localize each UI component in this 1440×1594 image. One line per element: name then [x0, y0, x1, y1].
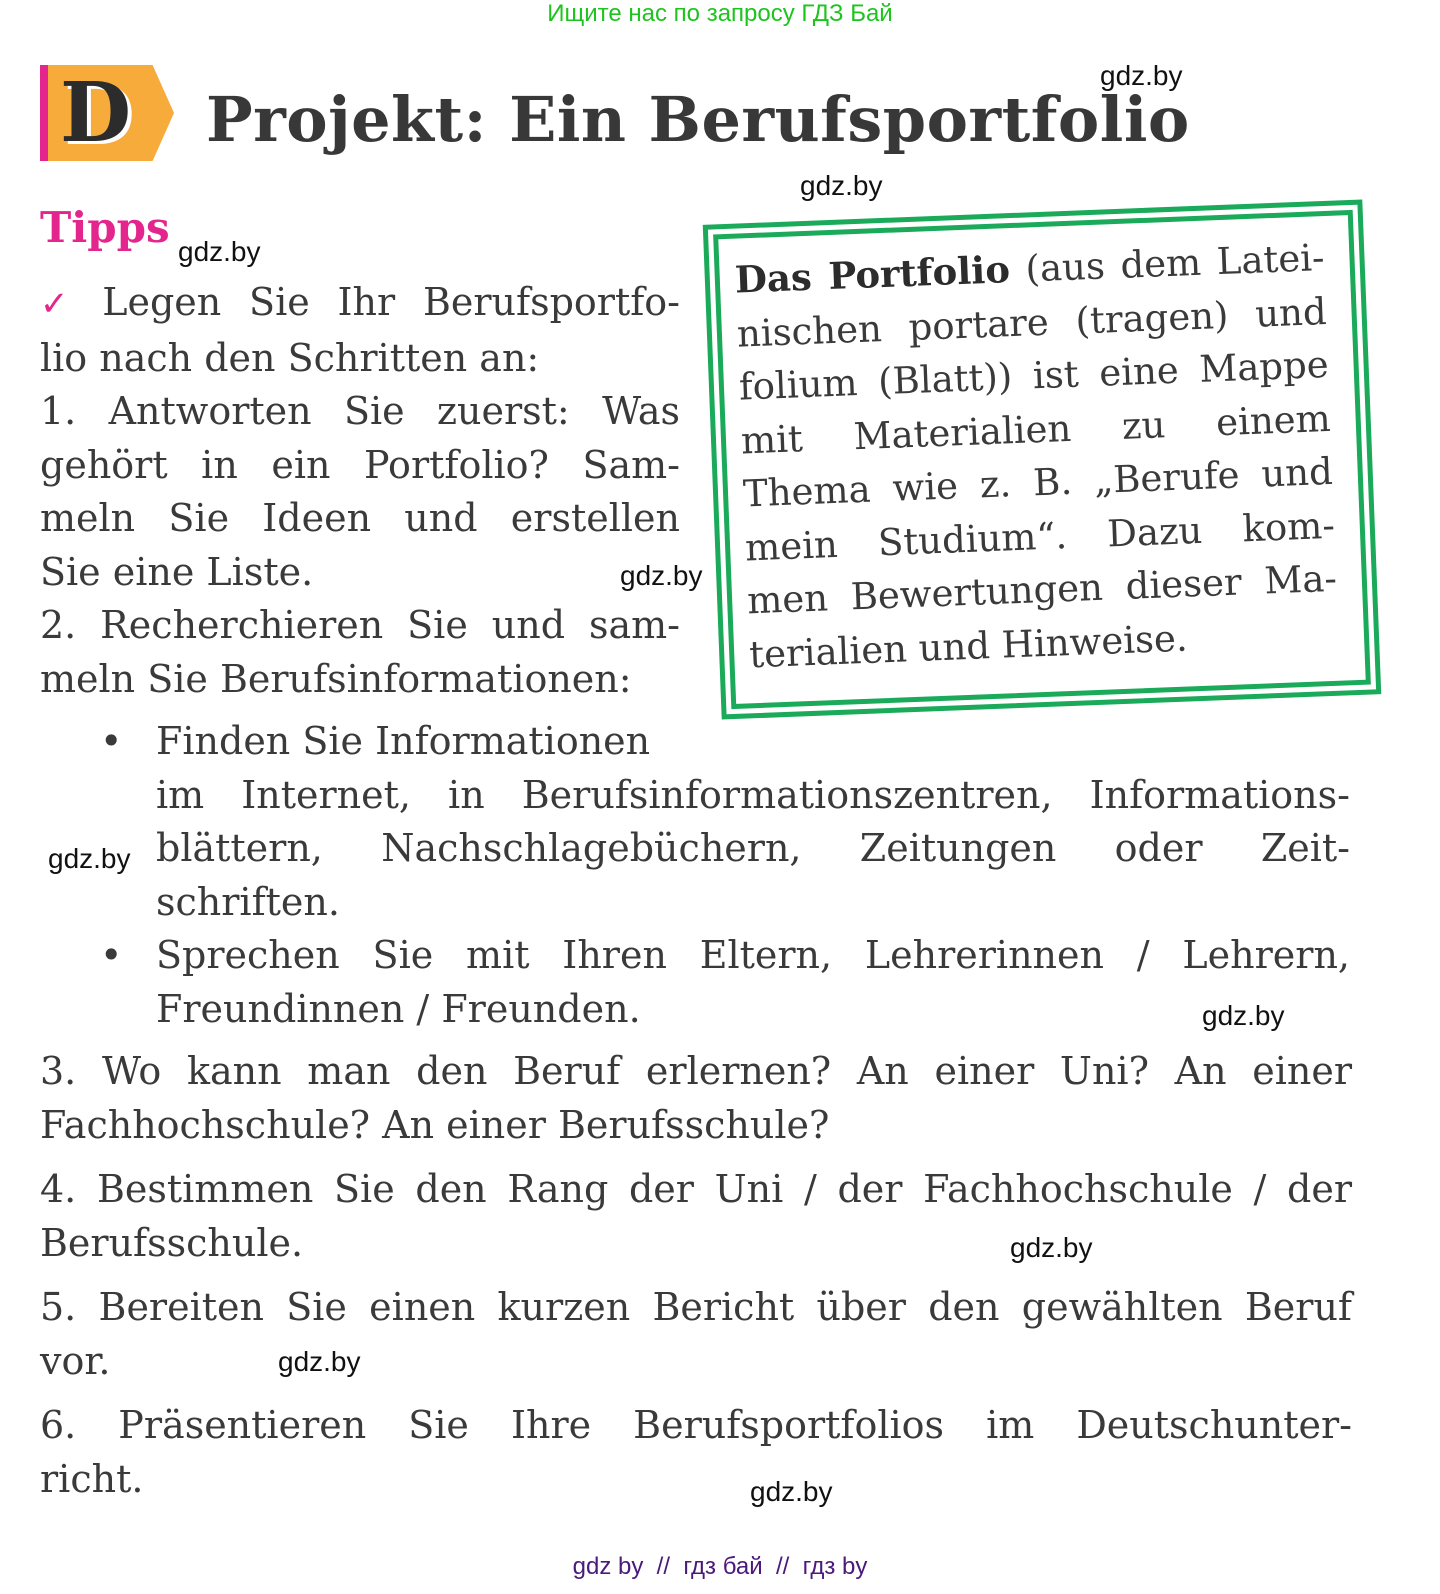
box-line: terialien und Hinweise.	[748, 616, 1189, 676]
step-6	[40, 1399, 1352, 1506]
step1-line: 1. Antworten Sie zuerst: Was	[40, 389, 680, 433]
step-3	[40, 1045, 1352, 1152]
step1-line: meln Sie Ideen und erstellen	[40, 496, 680, 540]
watermark: gdz.by	[800, 170, 883, 201]
box-line: men Bewertungen dieser Ma-	[746, 556, 1338, 623]
watermark: gdz.by	[1202, 1000, 1285, 1031]
box-line: mit Materialien zu einem	[740, 396, 1332, 463]
bullet-item	[100, 715, 1350, 929]
step-line: Berufsschule.	[40, 1220, 304, 1265]
step-line: 4. Bestimmen Sie den Rang der Uni / der Fachhochschule / der	[40, 1167, 1352, 1211]
bullet-line: im Internet, in Berufsinformationszentren, Informations-	[156, 772, 1350, 817]
step-line: 3. Wo kann man den Beruf erlernen? An einer Uni? An einer	[40, 1049, 1352, 1093]
watermark: gdz.by	[620, 560, 703, 591]
watermark: gdz.by	[278, 1346, 361, 1377]
badge-stripe	[40, 65, 48, 161]
box-term: Das Portfolio	[734, 247, 1011, 302]
step1-line: gehört in ein Portfolio? Sam-	[40, 442, 680, 487]
bullet-dot-icon: •	[100, 933, 123, 977]
bullet-line: blättern, Nachschlagebüchern, Zeitungen oder Zeit-	[156, 826, 1350, 870]
top-banner: Ищите нас по запросу ГДЗ Бай	[547, 0, 893, 27]
step-5	[40, 1281, 1352, 1388]
step-line: 5. Bereiten Sie einen kurzen Bericht über den gewählten Beruf	[40, 1285, 1352, 1329]
box-text	[734, 231, 1340, 681]
portfolio-definition-box	[703, 200, 1382, 720]
step-4	[40, 1163, 1352, 1270]
bullet-line: Freundinnen / Freunden.	[156, 986, 641, 1031]
intro-line-1	[40, 276, 680, 332]
checkmark-icon: ✓	[40, 284, 85, 324]
box-line: folium (Blatt)) ist eine Mappe	[738, 342, 1330, 409]
intro-line-2: lio nach den Schritten an:	[40, 335, 540, 380]
intro-text: Legen Sie Ihr Berufsportfo-	[102, 280, 680, 324]
page-title: Projekt: Ein Berufsportfolio	[206, 83, 1190, 156]
watermark: gdz.by	[48, 843, 131, 874]
box-line: Thema wie z. B. „Berufe und	[742, 449, 1334, 516]
box-line: nischen portare (tragen) und	[736, 289, 1328, 356]
step-line: Fachhochschule? An einer Berufsschule?	[40, 1102, 830, 1147]
bullet-list	[100, 715, 1350, 1036]
section-badge	[40, 65, 174, 161]
step-line: vor.	[40, 1338, 111, 1383]
bullet-dot-icon: •	[100, 719, 123, 763]
box-line-rest: (aus dem Latei-	[1009, 236, 1326, 292]
watermark: gdz.by	[178, 236, 261, 267]
tipps-left-column	[40, 276, 680, 706]
bullet-line: schriften.	[156, 879, 340, 924]
watermark: gdz.by	[1010, 1232, 1093, 1263]
watermark: gdz.by	[1100, 60, 1183, 91]
box-line: mein Studium“. Dazu kom-	[744, 503, 1336, 569]
bottom-banner: gdz by // гдз бай // гдз by	[572, 1553, 868, 1580]
bullet-line: Sprechen Sie mit Ihren Eltern, Lehrerinnen / Lehrern,	[156, 933, 1350, 977]
bullet-item	[100, 929, 1350, 1036]
step2-line: 2. Recherchieren Sie und sam-	[40, 603, 680, 647]
step-line: richt.	[40, 1456, 144, 1501]
badge-letter: D	[60, 65, 132, 161]
step-line: 6. Präsentieren Sie Ihre Berufsportfolios im Deutschunter-	[40, 1403, 1352, 1447]
tipps-heading: Tipps	[40, 203, 170, 252]
watermark: gdz.by	[750, 1476, 833, 1507]
bullet-line: Finden Sie Informationen	[156, 719, 651, 763]
step1-line: Sie eine Liste.	[40, 549, 314, 594]
step2-line: meln Sie Berufsinformationen:	[40, 656, 632, 701]
